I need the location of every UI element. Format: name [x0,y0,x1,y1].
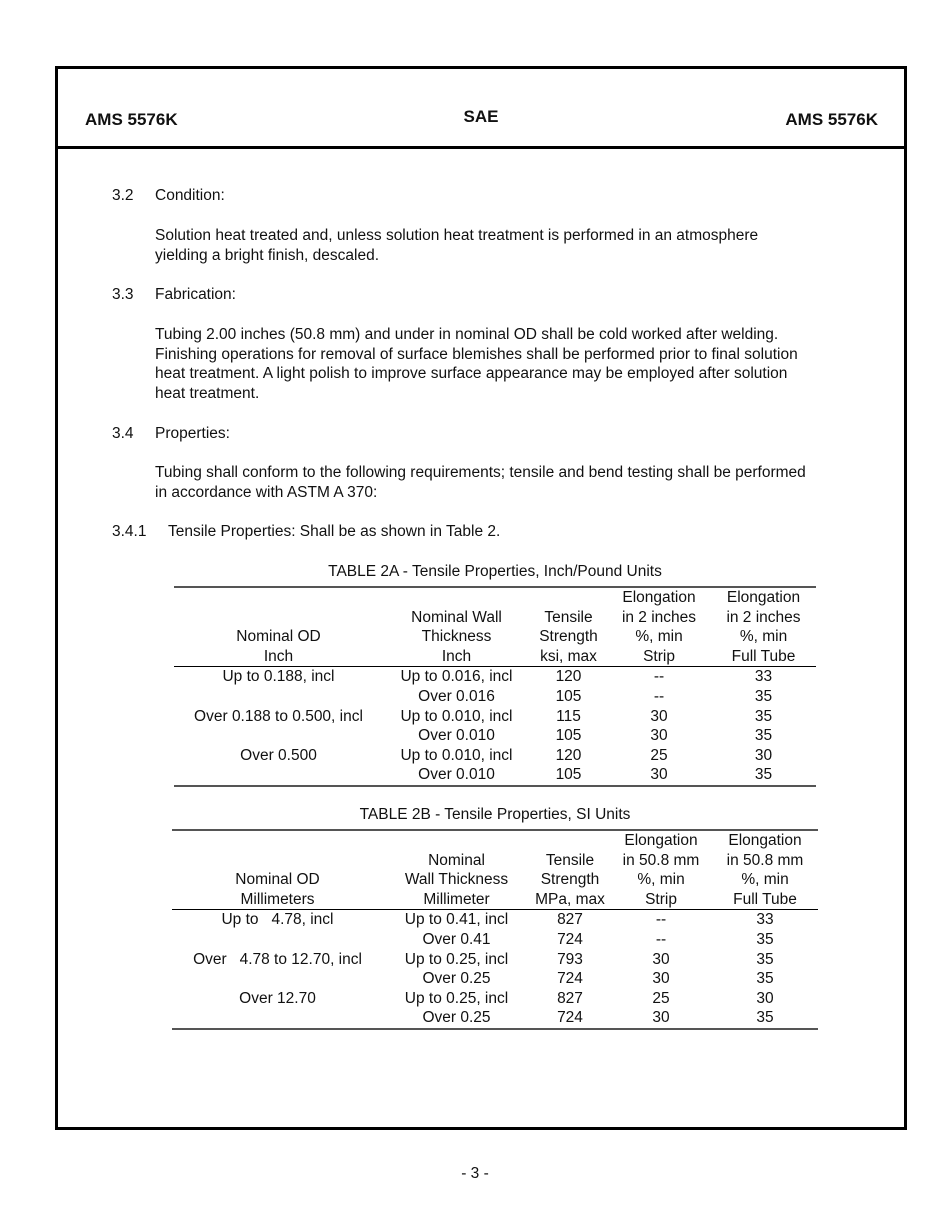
cell-elongation-full-tube: 33 [756,911,774,929]
cell-elongation-strip: -- [655,911,667,929]
cell-wall-thickness: Over 0.41 [422,930,491,948]
cell-wall-thickness: Over 0.25 [422,970,491,988]
table-row [172,969,818,989]
table-header-cell [174,608,383,628]
table-header-cell [530,830,610,851]
table-header-cell [172,851,383,871]
table-header-cell [172,830,383,851]
table-header-cell: Nominal [428,851,485,869]
table-2a [174,586,816,787]
cell-tensile-strength: 827 [557,911,583,929]
table-header-cell: in 50.8 mm [622,851,700,869]
cell-tensile-strength: 724 [557,930,583,948]
cell-elongation-full-tube: 35 [756,950,774,968]
cell-tensile-strength: 827 [557,989,583,1007]
cell-nominal-od: Up to 4.78, incl [221,911,334,929]
cell-wall-thickness: Over 0.25 [383,1008,530,1029]
cell-elongation-full-tube: 30 [756,989,774,1007]
table-row [174,667,816,687]
cell-nominal-od: Over 0.188 to 0.500, incl [194,707,363,725]
cell-elongation-strip: 30 [650,707,668,725]
table-header-cell: Nominal OD [236,628,321,646]
table-header-cell: Strip [607,647,711,667]
table-row [172,1008,818,1029]
table-header-cell: in 2 inches [726,608,801,626]
table-2b-title: TABLE 2B - Tensile Properties, SI Units [359,806,631,823]
cell-tensile-strength: 105 [555,727,582,745]
cell-wall-thickness: Over 0.016 [418,687,495,705]
cell-elongation-strip: -- [653,668,665,686]
table-row [174,707,816,727]
cell-tensile-strength: 724 [530,1008,610,1029]
table-row [174,687,816,707]
cell-elongation-full-tube: 35 [756,930,774,948]
section-title-tensile-properties: Tensile Properties: Shall be as shown in Table 2. [168,523,501,540]
table-header-cell: Strength [539,628,598,646]
table-header-cell: Millimeters [172,890,383,910]
table-header-cell: Tensile [544,608,593,626]
table-header-cell: Inch [383,647,530,667]
cell-elongation-full-tube: 35 [754,687,773,705]
table-2b [172,829,818,1030]
section-number-3-2: 3.2 [112,187,134,204]
cell-elongation-strip: 25 [650,746,668,764]
cell-wall-thickness: Up to 0.25, incl [404,989,509,1007]
cell-elongation-full-tube: 35 [754,727,773,745]
cell-elongation-full-tube: 30 [754,746,773,764]
cell-tensile-strength: 724 [557,970,583,988]
cell-tensile-strength: 115 [556,707,581,725]
cell-elongation-full-tube: 35 [756,970,774,988]
section-body-line: Solution heat treated and, unless solution heat treatment is performed in an atmosphere [155,227,759,244]
cell-wall-thickness: Up to 0.010, incl [400,707,513,725]
cell-nominal-od [174,687,383,707]
cell-elongation-strip: 25 [652,989,670,1007]
section-body-line: Tubing shall conform to the following requirements; tensile and bend testing shall be performed [155,464,806,481]
table-header-cell: in 2 inches [621,608,697,626]
table-header-cell [383,830,530,851]
doc-id-right: AMS 5576K [785,110,878,129]
section-title-properties: Properties: [155,425,230,442]
table-header-cell: Nominal Wall [411,608,502,626]
table-row [172,989,818,1009]
table-header-cell: Tensile [545,851,595,869]
table-header-cell: Wall Thickness [404,871,509,889]
section-number-3-4: 3.4 [112,425,134,442]
section-title-fabrication: Fabrication: [155,286,236,303]
table-row [174,765,816,786]
cell-wall-thickness: Up to 0.25, incl [404,950,509,968]
table-header-cell: MPa, max [530,890,610,910]
cell-elongation-full-tube: 33 [754,668,773,686]
table-header-cell: %, min [741,871,789,889]
table-header-cell: Thickness [421,628,492,646]
cell-elongation-full-tube: 35 [711,765,816,786]
table-header-cell: Elongation [712,830,818,851]
table-header-cell: %, min [739,628,788,646]
table-header-cell: %, min [637,871,685,889]
section-body-line: yielding a bright finish, descaled. [155,246,380,264]
table-header-cell [530,587,607,608]
table-row [172,950,818,970]
table-header-cell: in 50.8 mm [726,851,804,869]
table-header-cell: Full Tube [712,890,818,910]
table-header-cell [383,587,530,608]
table-header-cell: Inch [174,647,383,667]
table-header-cell: %, min [635,628,683,646]
table-header-cell: Elongation [607,587,711,608]
cell-tensile-strength: 120 [555,668,582,686]
table-header-cell: Strength [540,871,600,889]
cell-nominal-od: Over 4.78 to 12.70, incl [193,950,362,968]
doc-id-left: AMS 5576K [85,110,178,129]
table-header-cell: Elongation [711,587,816,608]
cell-wall-thickness: Up to 0.010, incl [400,746,513,764]
table-row [172,930,818,950]
cell-tensile-strength: 105 [530,765,607,786]
cell-tensile-strength: 105 [555,687,582,705]
table-header-cell: Elongation [610,830,712,851]
cell-wall-thickness: Up to 0.41, incl [404,911,509,929]
section-body-line: Finishing operations for removal of surface blemishes shall be performed prior to final solution [155,345,798,363]
cell-nominal-od [172,969,383,989]
cell-nominal-od: Up to 0.188, incl [222,668,335,686]
cell-elongation-strip: -- [653,687,665,705]
cell-wall-thickness: Over 0.010 [418,727,495,745]
cell-tensile-strength: 793 [557,950,583,968]
section-body-line: heat treatment. A light polish to improve surface appearance may be employed after solution [155,365,788,383]
section-title-condition: Condition: [155,187,225,204]
cell-elongation-strip: -- [655,930,667,948]
section-body-line: heat treatment. [155,384,260,402]
cell-elongation-strip: 30 [610,1008,712,1029]
table-header-cell: Nominal OD [235,871,320,889]
cell-tensile-strength: 120 [555,746,582,764]
cell-elongation-full-tube: 35 [754,707,773,725]
cell-wall-thickness: Up to 0.016, incl [400,668,513,686]
page-header [58,69,904,149]
section-body-line: Tubing 2.00 inches (50.8 mm) and under in nominal OD shall be cold worked after welding. [155,326,779,343]
cell-elongation-strip: 30 [650,727,668,745]
table-row [174,746,816,766]
cell-nominal-od [172,1008,383,1029]
publisher-name: SAE [463,107,499,126]
table-row [172,910,818,930]
cell-elongation-full-tube: 35 [712,1008,818,1029]
cell-nominal-od: Over 0.500 [240,746,317,764]
table-2a-title: TABLE 2A - Tensile Properties, Inch/Pound Units [328,563,662,580]
cell-nominal-od [174,765,383,786]
section-number-3-3: 3.3 [112,286,134,303]
cell-elongation-strip: 30 [652,970,670,988]
table-row [174,726,816,746]
section-number-3-4-1: 3.4.1 [112,523,147,540]
cell-elongation-strip: 30 [607,765,711,786]
table-header-cell: Millimeter [383,890,530,910]
section-body-line: in accordance with ASTM A 370: [155,483,378,501]
cell-nominal-od [172,930,383,950]
cell-elongation-strip: 30 [652,950,670,968]
table-header-cell: ksi, max [530,647,607,667]
page-number: - 3 - [461,1165,489,1182]
table-header-cell [174,587,383,608]
table-header-cell: Full Tube [711,647,816,667]
table-header-cell: Strip [610,890,712,910]
cell-nominal-od [174,726,383,746]
cell-nominal-od: Over 12.70 [239,989,316,1007]
cell-wall-thickness: Over 0.010 [383,765,530,786]
